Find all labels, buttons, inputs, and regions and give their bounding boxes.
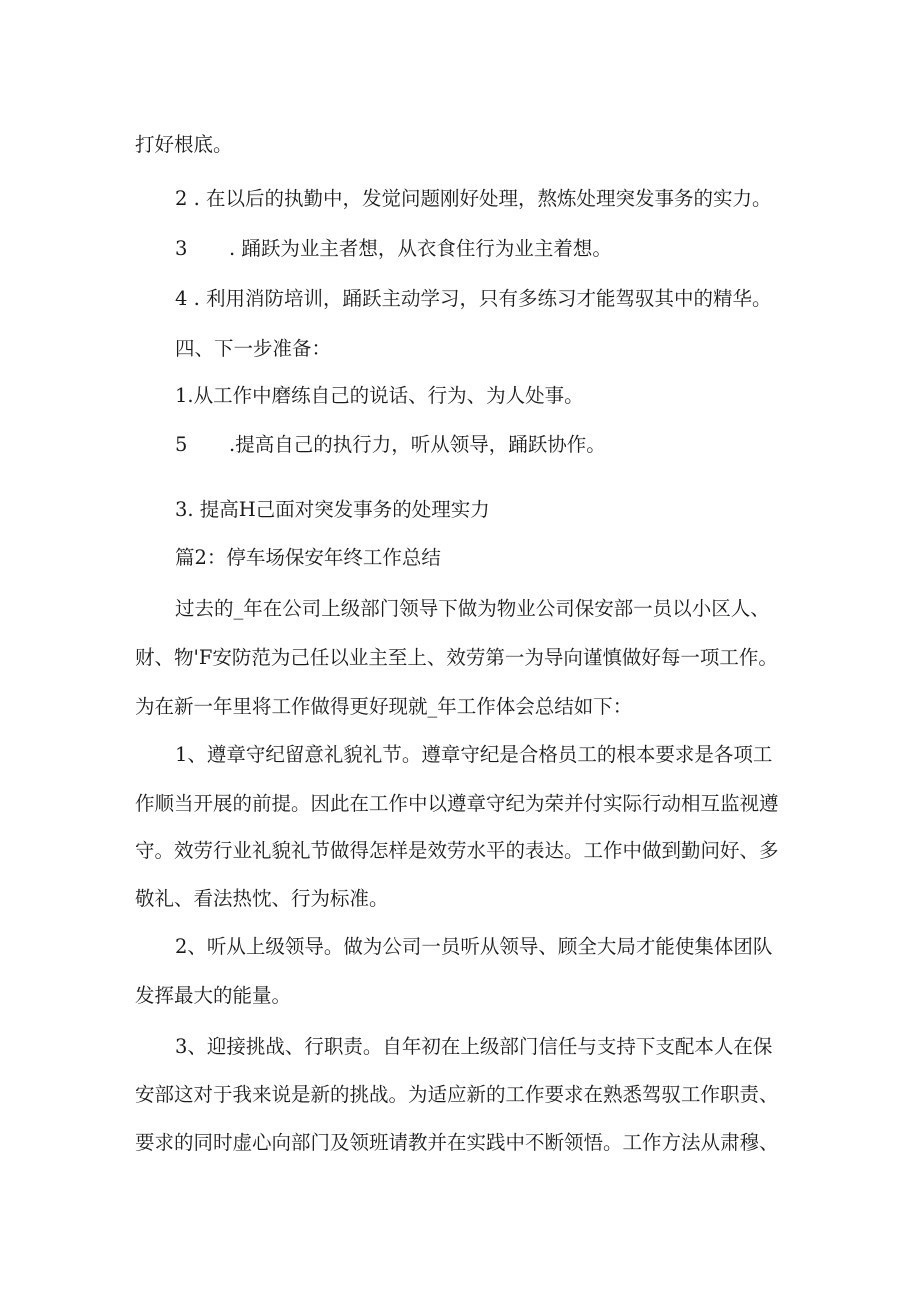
text-line: 打好根底。	[135, 133, 233, 156]
list-item-3	[175, 237, 835, 261]
paragraph-line: 作顺当开展的前提。因此在工作中以遵章守纪为荣并付实际行动相互监视遵	[135, 792, 779, 815]
paragraph-line: 2、听从上级领导。做为公司一员听从领导、顾全大局才能使集体团队	[175, 935, 773, 958]
list-number: 3	[175, 237, 188, 260]
paragraph-line: 3、迎接挑战、行职责。自年初在上级部门信任与支持下支配本人在保	[175, 1035, 773, 1058]
list-item-2: 2 . 在以后的执勤中，发觉问题刚好处理，熬炼处理突发事务的实力。	[175, 187, 772, 210]
paragraph-line: 财、物'F安防范为己任以业主至上、效劳第一为导向谨慎做好每一项工作。	[135, 646, 778, 669]
paragraph-line: 1、遵章守纪留意礼貌礼节。遵章守纪是合格员工的根本要求是各项工	[175, 743, 773, 766]
section-heading: 四、下一步准备：	[175, 337, 332, 360]
article-title: 篇2：停车场保安年终工作总结	[175, 546, 441, 569]
list-text: . 踊跃为业主者想，从衣食住行为业主着想。	[229, 237, 612, 260]
paragraph-line: 安部这对于我来说是新的挑战。为适应新的工作要求在熟悉驾驭工作职责、	[135, 1083, 779, 1106]
paragraph-line: 敬礼、看法热忱、行为标准。	[135, 887, 389, 910]
list-number: 5	[175, 433, 188, 456]
list-text: .提高自己的执行力，听从领导，踊跃协作。	[229, 433, 606, 456]
list-item-3b: 3. 提高H己面对突发事务的处理实力	[175, 498, 490, 521]
paragraph-line: 为在新一年里将工作做得更好现就_年工作体会总结如下：	[135, 695, 633, 718]
list-item-4: 4 . 利用消防培训，踊跃主动学习，只有多练习才能驾驭其中的精华。	[175, 287, 772, 310]
paragraph-line: 发挥最大的能量。	[135, 984, 292, 1007]
paragraph-line: 守。效劳行业礼貌礼节做得怎样是效劳水平的表达。工作中做到勤问好、多	[135, 839, 779, 862]
list-item-5	[175, 433, 835, 457]
paragraph-line: 过去的_年在公司上级部门领导下做为物业公司保安部一员以小区人、	[175, 597, 770, 620]
paragraph-line: 要求的同时虚心向部门及领班请教并在实践中不断领悟。工作方法从肃穆、	[135, 1131, 779, 1154]
list-item-1: 1.从工作中磨练自己的说话、行为、为人处事。	[175, 384, 584, 407]
